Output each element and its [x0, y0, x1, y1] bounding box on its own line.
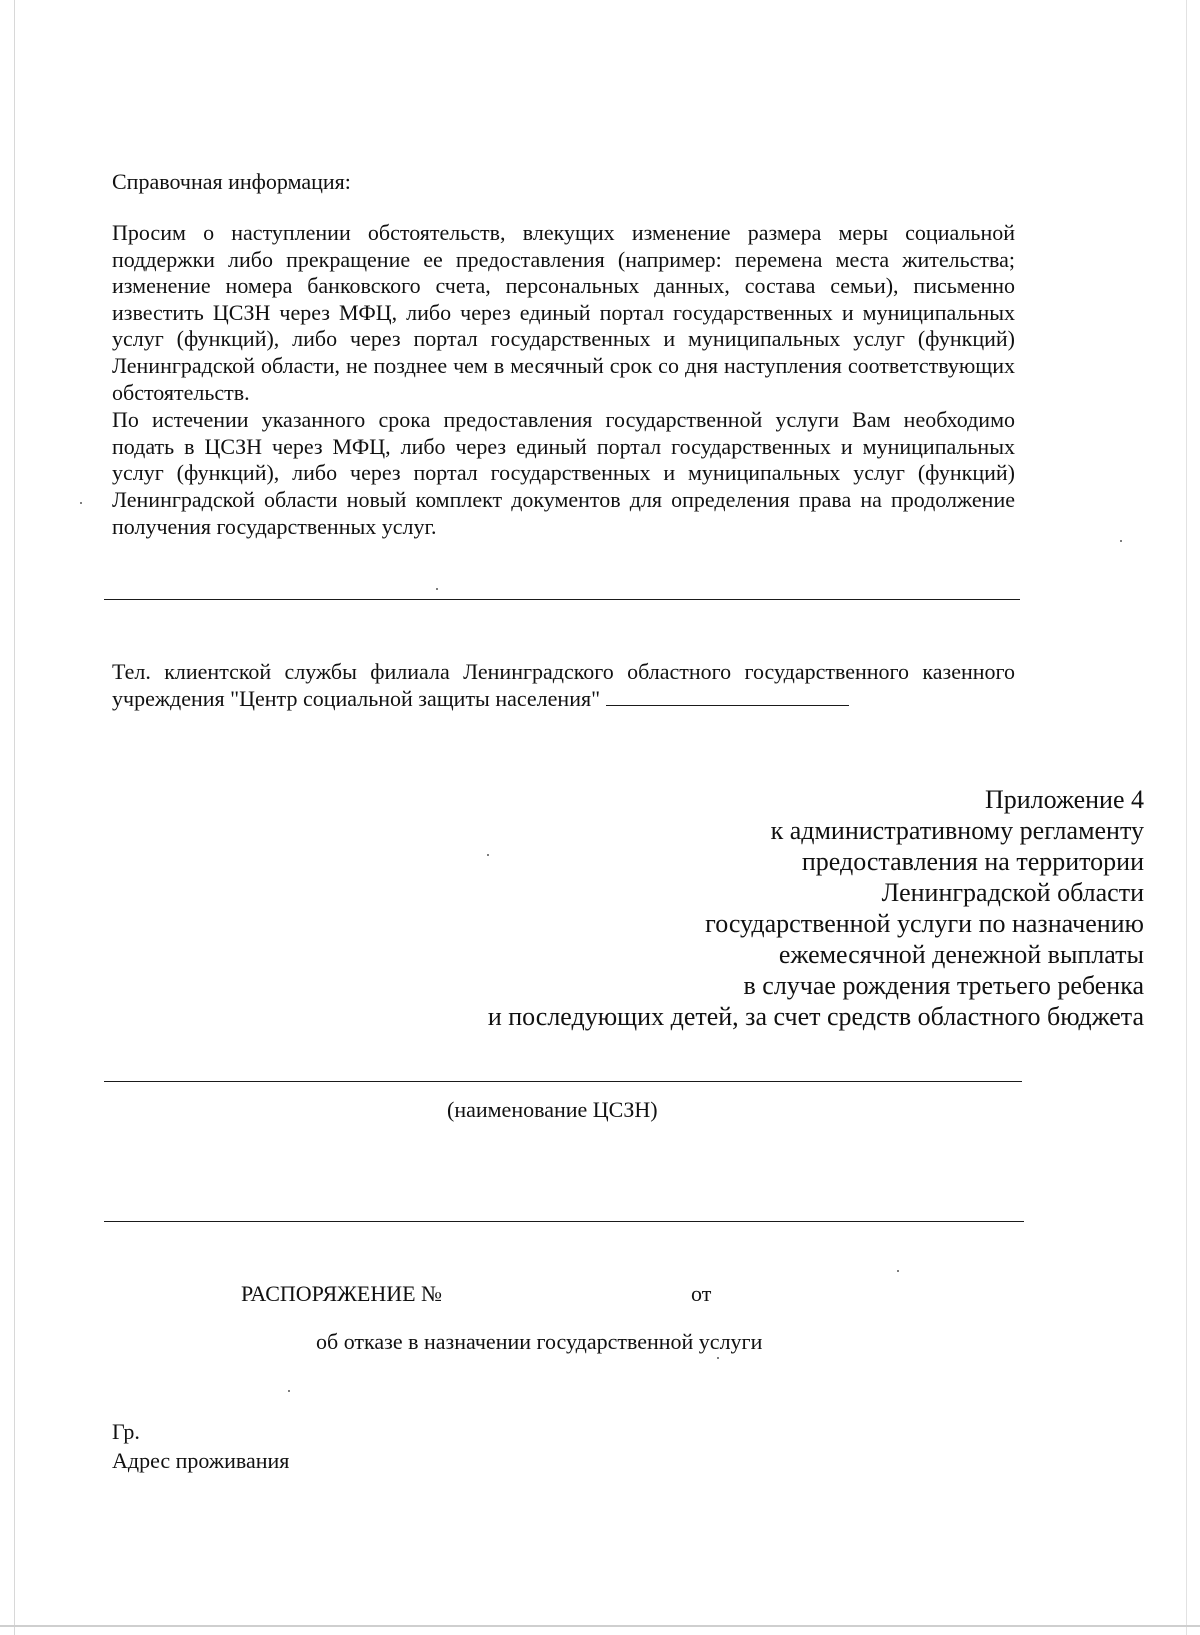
- address-label: Адрес проживания: [112, 1448, 290, 1473]
- phone-block: [112, 658, 1015, 712]
- citizen-label: Гр.: [112, 1419, 140, 1444]
- czsn-name-line: [104, 1081, 1022, 1082]
- annex-line: ежемесячной денежной выплаты: [778, 940, 1144, 969]
- annex-line: Приложение 4: [984, 785, 1144, 814]
- annex-line: предоставления на территории: [801, 847, 1144, 876]
- scan-speck: [717, 1357, 719, 1359]
- scan-edge-right: [1186, 0, 1187, 1635]
- scan-speck: [80, 502, 82, 504]
- reference-paragraph-1: Просим о наступлении обстоятельств, влекущих изменение размера меры социальной поддержки либо прекращение ее предоставления (например: перемена места жительства; изменение номера банковского счета, персональных данных, состава семьи), письменно известить ЦСЗН через МФЦ, либо через единый портал государственных и муниципальных услуг (функций), либо через портал государственных и муниципальных услуг (функций) Ленинградской области, не позднее чем в месячный срок со дня наступления соответствующих обстоятельств.: [112, 220, 1015, 405]
- annex-line: государственной услуги по назначению: [705, 909, 1144, 938]
- order-number-label: РАСПОРЯЖЕНИЕ №: [241, 1281, 443, 1306]
- scan-speck: [288, 1390, 290, 1392]
- annex-line: Ленинградской области: [881, 878, 1144, 907]
- reference-paragraph-2: По истечении указанного срока предоставления государственной услуги Вам необходимо подать в ЦСЗН через МФЦ, либо через единый портал государственных и муниципальных услуг (функций), либо через портал государственных и муниципальных услуг (функций) Ленинградской области новый комплект документов для определения права на продолжение получения государственных услуг.: [112, 407, 1015, 539]
- scan-edge-bottom: [0, 1625, 1200, 1627]
- phone-blank-field[interactable]: [606, 685, 849, 706]
- annex-line: в случае рождения третьего ребенка: [743, 971, 1144, 1000]
- order-subject: об отказе в назначении государственной услуги: [316, 1329, 763, 1354]
- order-date-label: от: [691, 1281, 712, 1306]
- reference-heading: Справочная информация:: [112, 169, 351, 194]
- scan-edge-left: [14, 0, 15, 1635]
- annex-line: и последующих детей, за счет средств областного бюджета: [487, 1002, 1144, 1031]
- annex-header: [244, 784, 1144, 1032]
- phone-text: Тел. клиентской службы филиала Ленинградского областного государственного казенного учреждения "Центр социальной защиты населения": [112, 659, 1015, 711]
- scan-speck: [1120, 540, 1122, 542]
- annex-line: к административному регламенту: [770, 816, 1144, 845]
- scan-speck: [897, 1270, 899, 1272]
- separator-line: [104, 599, 1020, 600]
- scan-speck: [487, 854, 489, 856]
- reference-body: [112, 220, 1015, 540]
- scan-speck: [436, 588, 438, 590]
- blank-line: [104, 1221, 1024, 1222]
- czsn-caption: (наименование ЦСЗН): [447, 1097, 658, 1122]
